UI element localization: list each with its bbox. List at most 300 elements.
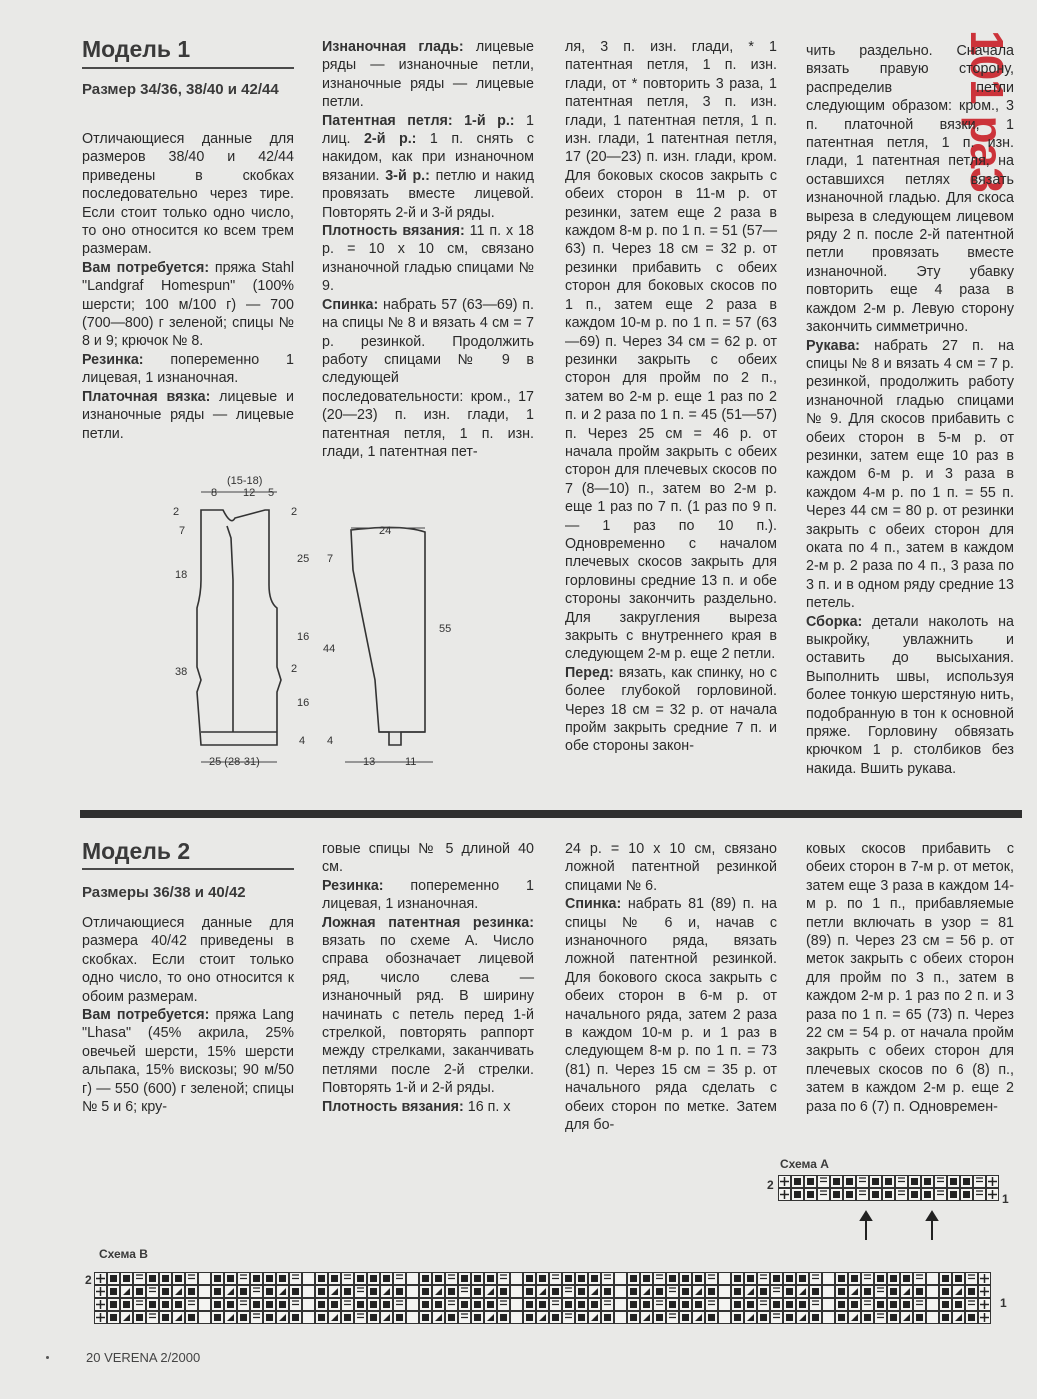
- stitch-symbol: [786, 1288, 793, 1295]
- stitch-symbol: [578, 1275, 585, 1282]
- stitch-symbol: [747, 1275, 754, 1282]
- stitch-symbol: [877, 1301, 884, 1308]
- paragraph-text: 24 р. = 10 x 10 см, связано ложной патентной резинкой спицами № 6.: [565, 841, 777, 894]
- paragraph-text: ковых скосов прибавить с обеих сторон в 7-м р. от меток, затем еще 3 раза в каждом 14-м р. по 1 п., прибавляемые петли включать в узор = 81 (89) п. Через 23 см = 56 р. от меток закрыть с обеих сторон для пройм по 3 п., затем в каждом 2-м р. 1 раз по 2 п. и 3 раза по 1 п. = 65 (73) п. Через 22 см = 54 р. от начала пройм закрыть с обеих сторон для плечевых скосов по 6 (8) п., затем в каждом 2-м р. еще 2 раза по 6 (7) п. Одновремен-: [806, 841, 1014, 1115]
- stitch-symbol: [214, 1288, 221, 1295]
- stitch-symbol: [461, 1301, 468, 1308]
- paragraph-heading: Перед:: [565, 664, 614, 681]
- stitch-symbol: [214, 1301, 221, 1308]
- stitch-symbol: [807, 1191, 814, 1198]
- paragraph-text: детали наколоть на выкройку, увлажнить и оставить до высыхания. Выполнить швы, используя более тонкую шерстяную нить, подобранную в тон к основной пряже. Горловину обвязать крючком 1 р. столбиков без накида. Вшить рукава.: [806, 613, 1014, 777]
- paragraph: [565, 895, 777, 1134]
- stitch-symbol: [292, 1314, 299, 1321]
- scheme-b-row-right: 1: [1000, 1296, 1007, 1310]
- grid-cell: [615, 1286, 627, 1298]
- stitch-symbol: [838, 1288, 845, 1295]
- paragraph-heading: 2-й р.:: [363, 131, 417, 148]
- stitch-symbol: [630, 1301, 637, 1308]
- stitch-symbol: [123, 1301, 130, 1308]
- paragraph-text: 16 п. x: [463, 1098, 511, 1115]
- sleeve-left-c: 4: [327, 735, 334, 747]
- paragraph-text: 1 лиц.: [322, 112, 534, 148]
- title-rule: [82, 868, 294, 870]
- grid-cell: [615, 1299, 627, 1311]
- body-bottom-label: 25 (28-31): [209, 756, 260, 768]
- stitch-symbol: [552, 1288, 559, 1295]
- paragraph-text: чить раздельно. Сначала вязать правую сторону, распределив петли следующим образом: кром., 3 п. платочной вязки, 1 патентная петля, 1 п. изн. глади, 1 патентная петля, на оставшихся петлях вязать изнаночной гладью. Для скоса выреза в следующем лицевом ряду 2 п. после 2-й патентной петли провязать вместе изнаночной. Эту убавку повторить еще 4 раза в каждом 2-м р. Левую сторону закончить симметрично.: [806, 43, 1014, 336]
- paragraph: [322, 222, 534, 296]
- paragraph-heading: Плотность вязания:: [322, 223, 465, 240]
- body-top-a: 8: [211, 487, 218, 499]
- stitch-symbol: [331, 1275, 338, 1282]
- stitch-symbol: [266, 1314, 273, 1321]
- paragraph-text: набрать 81 (89) п. на спицы № 6 и, начав с изнаночного ряда, вязать ложной патентной резинкой. Для бокового скоса закрыть с обеих сторон в 6-м р. от начального ряда, затем 2 раза в каждом 10-м р. и 1 раз в следующем 8-м р. по 1 п. = 73 (81) п. Через 15 см = 35 р. от начального ряда сделать с обеих сторон по метке. Затем для бо-: [565, 896, 777, 1134]
- stitch-symbol: [162, 1275, 169, 1282]
- arrow-icon: [861, 1212, 871, 1220]
- stitch-symbol: [760, 1314, 767, 1321]
- stitch-symbol: [422, 1288, 429, 1295]
- stitch-symbol: [604, 1288, 611, 1295]
- stitch-symbol: [565, 1275, 572, 1282]
- stitch-symbol: [357, 1301, 364, 1308]
- stitch-symbol: [149, 1275, 156, 1282]
- stitch-symbol: [435, 1275, 442, 1282]
- paragraph: [322, 1098, 534, 1116]
- arrow-icon: [927, 1212, 937, 1220]
- grid-cell: [199, 1312, 211, 1324]
- stitch-symbol: [669, 1275, 676, 1282]
- title-rule: [82, 67, 294, 69]
- stitch-symbol: [968, 1314, 975, 1321]
- stitch-symbol: [838, 1275, 845, 1282]
- model2-subtitle: Размеры 36/38 и 40/42: [82, 884, 246, 901]
- stitch-symbol: [578, 1314, 585, 1321]
- stitch-symbol: [370, 1301, 377, 1308]
- stitch-symbol: [175, 1275, 182, 1282]
- stitch-symbol: [916, 1314, 923, 1321]
- paragraph-heading: Резинка:: [322, 877, 384, 894]
- stitch-symbol: [344, 1314, 351, 1321]
- stitch-symbol: [630, 1288, 637, 1295]
- stitch-symbol: [682, 1275, 689, 1282]
- paragraph: [322, 112, 534, 222]
- stitch-symbol: [924, 1191, 931, 1198]
- grid-cell: [927, 1299, 939, 1311]
- stitch-symbol: [682, 1301, 689, 1308]
- stitch-symbol: [292, 1288, 299, 1295]
- body-top-c: 5: [268, 487, 275, 499]
- stitch-symbol: [924, 1178, 931, 1185]
- paragraph-heading: Патентная петля: 1-й р.:: [322, 112, 515, 129]
- stitch-symbol: [890, 1314, 897, 1321]
- stitch-symbol: [383, 1301, 390, 1308]
- sleeve-left-a: 7: [327, 553, 334, 565]
- stitch-symbol: [370, 1275, 377, 1282]
- paragraph: [82, 130, 294, 259]
- stitch-symbol: [846, 1191, 853, 1198]
- stitch-symbol: [747, 1301, 754, 1308]
- grid-cell: [927, 1286, 939, 1298]
- stitch-symbol: [786, 1314, 793, 1321]
- paragraph-heading: Вам потребуется:: [82, 259, 210, 276]
- stitch-symbol: [162, 1288, 169, 1295]
- stitch-symbol: [846, 1178, 853, 1185]
- stitch-symbol: [110, 1314, 117, 1321]
- paragraph-heading: Платочная вязка:: [82, 388, 211, 405]
- grid-cell: [199, 1273, 211, 1285]
- stitch-symbol: [903, 1275, 910, 1282]
- stitch-symbol: [188, 1314, 195, 1321]
- stitch-symbol: [266, 1275, 273, 1282]
- stitch-symbol: [963, 1191, 970, 1198]
- model1-title: Модель 1: [82, 36, 191, 62]
- stitch-symbol: [911, 1178, 918, 1185]
- scheme-a-label: Схема А: [780, 1157, 829, 1171]
- stitch-symbol: [526, 1301, 533, 1308]
- stitch-symbol: [773, 1301, 780, 1308]
- stitch-symbol: [474, 1288, 481, 1295]
- stitch-symbol: [266, 1288, 273, 1295]
- grid-cell: [927, 1273, 939, 1285]
- pattern-diagram: [165, 470, 455, 780]
- stitch-symbol: [794, 1178, 801, 1185]
- stitch-symbol: [942, 1288, 949, 1295]
- stitch-symbol: [773, 1275, 780, 1282]
- stitch-symbol: [253, 1275, 260, 1282]
- stitch-symbol: [786, 1275, 793, 1282]
- stitch-symbol: [318, 1288, 325, 1295]
- paragraph: [322, 877, 534, 914]
- paragraph-heading: Ложная патентная резинка:: [322, 914, 534, 931]
- paragraph-text: говые спицы № 5 длиной 40 см.: [322, 841, 534, 876]
- model2-col3: [565, 840, 777, 1135]
- stitch-symbol: [950, 1178, 957, 1185]
- body-top-label: (15-18): [227, 475, 263, 487]
- paragraph-text: Отличающиеся данные для размера 40/42 приведены в скобках. Если стоит только одно число, то оно относится к обоим размерам.: [82, 915, 294, 1005]
- paragraph-heading: Рукава:: [806, 337, 860, 354]
- stitch-symbol: [916, 1288, 923, 1295]
- stitch-symbol: [279, 1275, 286, 1282]
- stitch-symbol: [240, 1314, 247, 1321]
- paragraph-text: 11 п. x 18 р. = 10 x 10 см, связано изнаночной гладью спицами № 9.: [322, 223, 534, 295]
- stitch-symbol: [734, 1314, 741, 1321]
- stitch-symbol: [833, 1191, 840, 1198]
- paragraph: [82, 351, 294, 388]
- grid-cell: [719, 1299, 731, 1311]
- stitch-symbol: [110, 1301, 117, 1308]
- stitch-symbol: [422, 1301, 429, 1308]
- stitch-symbol: [942, 1301, 949, 1308]
- paragraph-text: набрать 57 (63—69) п. на спицы № 8 и вязать 4 см = 7 р. резинкой. Продолжить работу спицами № 9 в следующей последовательности: кром., 17 (20—23) п. изн. глади, 1 патентная петля, 1 п. изн. глади, 1 патентная пет-: [322, 296, 534, 460]
- stitch-symbol: [175, 1301, 182, 1308]
- body-right-a: 2: [291, 506, 298, 518]
- grid-cell: [407, 1312, 419, 1324]
- grid-cell: [511, 1299, 523, 1311]
- grid-cell: [303, 1299, 315, 1311]
- stitch-symbol: [734, 1288, 741, 1295]
- body-top-b: 12: [243, 487, 256, 499]
- model1-col3: [565, 38, 777, 756]
- stitch-symbol: [885, 1178, 892, 1185]
- model1-col2: [322, 38, 534, 461]
- scheme-a-arrows: [856, 1210, 946, 1244]
- paragraph: [565, 840, 777, 895]
- grid-cell: [511, 1286, 523, 1298]
- stitch-symbol: [630, 1275, 637, 1282]
- page-dot: [46, 1356, 49, 1359]
- paragraph-text: 1 п. снять с накидом, как при изнаночном вязании.: [322, 131, 534, 184]
- stitch-symbol: [136, 1314, 143, 1321]
- stitch-symbol: [552, 1314, 559, 1321]
- model2-col4: [806, 840, 1014, 1116]
- stitch-symbol: [656, 1288, 663, 1295]
- paragraph-text: петлю и накид провязать вместе лицевой. Повторять 2-й и 3-й ряды.: [322, 167, 534, 221]
- paragraph-text: Отличающиеся данные для размеров 38/40 и 42/44 приведены в скобках последовательно через тире. Если стоит только одно число, то оно относится ко всем трем размерам.: [82, 131, 294, 258]
- stitch-symbol: [331, 1301, 338, 1308]
- body-left-d: 38: [175, 666, 188, 678]
- stitch-symbol: [526, 1275, 533, 1282]
- paragraph: [806, 840, 1014, 1116]
- stitch-symbol: [942, 1314, 949, 1321]
- body-right-d: 2: [291, 663, 298, 675]
- stitch-symbol: [149, 1301, 156, 1308]
- paragraph-text: попеременно 1 лицевая, 1 изнаночная.: [322, 877, 534, 913]
- body-right-b: 25: [297, 553, 310, 565]
- stitch-symbol: [872, 1178, 879, 1185]
- stitch-symbol: [877, 1275, 884, 1282]
- stitch-symbol: [942, 1275, 949, 1282]
- stitch-symbol: [227, 1301, 234, 1308]
- model1-col1: [82, 130, 294, 443]
- paragraph: [806, 337, 1014, 613]
- stitch-symbol: [227, 1275, 234, 1282]
- paragraph-text: лицевые ряды — изнаночные петли, изнаночные ряды — лицевые петли.: [322, 39, 534, 111]
- stitch-symbol: [833, 1178, 840, 1185]
- body-left-b: 7: [179, 525, 186, 537]
- paragraph-text: лицевые и изнаночные ряды — лицевые петли.: [82, 388, 294, 442]
- stitch-symbol: [214, 1275, 221, 1282]
- paragraph: [82, 259, 294, 351]
- paragraph-heading: Плотность вязания:: [322, 1098, 464, 1115]
- sleeve-bottom-a: 13: [363, 756, 376, 768]
- paragraph-text: вязать, как спинку, но с более глубокой горловиной. Через 18 см = 32 р. от начала пройм закрыть средние 7 п. и обе стороны закон-: [565, 664, 777, 755]
- stitch-symbol: [578, 1288, 585, 1295]
- grid-cell: [199, 1299, 211, 1311]
- paragraph-text: набрать 27 п. на спицы № 8 и вязать 4 см = 7 р. резинкой, продолжить работу изнаночной гладью спицами № 9. Для скосов прибавить с обеих сторон в 5-м р. от резинки, затем еще 10 раз в каждом 6-м р. и 3 раза в каждом 4-м р. по 1 п. = 55 п. Через 44 см = 80 р. от резинки закрыть с обеих сторон для оката по 4 п., затем в каждом 2-м р. 2 раза по 4 п., 3 раза по 3 п. и в одном ряду средние 13 петель.: [806, 337, 1014, 612]
- paragraph: [806, 42, 1014, 337]
- stitch-symbol: [591, 1301, 598, 1308]
- stitch-symbol: [812, 1288, 819, 1295]
- stitch-symbol: [240, 1288, 247, 1295]
- stitch-symbol: [760, 1288, 767, 1295]
- paragraph: [322, 38, 534, 112]
- stitch-symbol: [630, 1314, 637, 1321]
- stitch-symbol: [266, 1301, 273, 1308]
- model2-col2: [322, 840, 534, 1116]
- stitch-symbol: [474, 1314, 481, 1321]
- body-right-c: 16: [297, 631, 310, 643]
- stitch-symbol: [448, 1314, 455, 1321]
- stitch-symbol: [669, 1301, 676, 1308]
- stitch-symbol: [708, 1288, 715, 1295]
- scheme-a-row-right: 1: [1002, 1192, 1009, 1206]
- sleeve-bottom-b: 11: [405, 756, 417, 768]
- stitch-symbol: [851, 1301, 858, 1308]
- grid-cell: [615, 1312, 627, 1324]
- paragraph: [322, 840, 534, 877]
- scheme-a-grid: [778, 1175, 1000, 1211]
- paragraph-text: попеременно 1 лицевая, 1 изнаночная.: [82, 351, 294, 387]
- stitch-symbol: [911, 1191, 918, 1198]
- stitch-symbol: [734, 1301, 741, 1308]
- stitch-symbol: [807, 1178, 814, 1185]
- stitch-symbol: [851, 1275, 858, 1282]
- paragraph-text: ля, 3 п. изн. глади, * 1 патентная петля, 1 п. изн. глади, от * повторить 3 раза, 1 патентная петля, 3 п. изн. глади, 1 патентная петля, 1 п. изн. глади, 1 патентная петля, 17 (20—23) п. изн. глади, кром. Для боковых скосов закрыть с обеих сторон в 11-м р. от резинки, затем еще 2 раза в каждом 8-м р. по 1 п. = 51 (57—63) п. Через 18 см = 32 р. от резинки прибавить с обеих сторон для боковых скосов по 1 п., затем еще 2 раза в каждом 10-м р. по 1 п. = 57 (63—69) п. Через 34 см = 62 р. от резинки закрыть с обеих сторон для пройм по 2 п., затем во 2-м р. еще 1 раз по 2 п. и 2 раза по 1 п. = 45 (51—57) п. Через 25 см = 46 р. от начала пройм закрыть с обеих сторон для плечевых скосов по 7 (8—10) п., затем во 2-м р. еще 1 раз по 7 п. (1 раз по 9 п. — 1 раз по 10 п.). Одновременно с началом плечевых скосов закрыть для горловины средние 13 п. и обе стороны закончить раздельно. Для закругления выреза закрыть с внутреннего края в следующем 2-м р. еще 2 петли.: [565, 39, 777, 663]
- grid-cell: [407, 1286, 419, 1298]
- stitch-symbol: [357, 1275, 364, 1282]
- paragraph: [82, 914, 294, 1006]
- stitch-symbol: [872, 1191, 879, 1198]
- stitch-symbol: [656, 1314, 663, 1321]
- stitch-symbol: [968, 1288, 975, 1295]
- stitch-symbol: [838, 1301, 845, 1308]
- paragraph-heading: 3-й р.:: [385, 167, 430, 184]
- stitch-symbol: [695, 1275, 702, 1282]
- grid-cell: [719, 1273, 731, 1285]
- stitch-symbol: [708, 1314, 715, 1321]
- stitch-symbol: [474, 1275, 481, 1282]
- grid-cell: [199, 1286, 211, 1298]
- grid-cell: [407, 1273, 419, 1285]
- sleeve-top-label: 24: [379, 525, 392, 537]
- page-footer: 20 VERENA 2/2000: [86, 1350, 201, 1365]
- stitch-symbol: [110, 1288, 117, 1295]
- grid-cell: [719, 1312, 731, 1324]
- stitch-symbol: [500, 1288, 507, 1295]
- stitch-symbol: [162, 1301, 169, 1308]
- stitch-symbol: [604, 1314, 611, 1321]
- stitch-symbol: [253, 1301, 260, 1308]
- stitch-symbol: [279, 1301, 286, 1308]
- stitch-symbol: [955, 1275, 962, 1282]
- stitch-symbol: [370, 1288, 377, 1295]
- stitch-symbol: [110, 1275, 117, 1282]
- body-left-a: 2: [173, 506, 180, 518]
- model1-col4: [806, 42, 1014, 778]
- scheme-b-label: Схема В: [99, 1247, 148, 1261]
- body-outline: [197, 510, 281, 745]
- stitch-symbol: [318, 1301, 325, 1308]
- stitch-symbol: [487, 1301, 494, 1308]
- stamp: 101 pa3: [961, 30, 1013, 192]
- stitch-symbol: [500, 1314, 507, 1321]
- stitch-symbol: [695, 1301, 702, 1308]
- paragraph-text: вязать по схеме А. Число справа обозначает лицевой ряд, число слева — изнаночный ряд. В ширину начинать с петель перед 1-й стрелкой, повторять раппорт между стрелками, заканчивать петлями после 2-й стрелки. Повторять 1-й и 2-й ряды.: [322, 933, 534, 1097]
- stitch-symbol: [786, 1301, 793, 1308]
- stitch-symbol: [526, 1288, 533, 1295]
- stitch-symbol: [950, 1191, 957, 1198]
- grid-cell: [303, 1286, 315, 1298]
- stitch-symbol: [890, 1275, 897, 1282]
- grid-cell: [823, 1312, 835, 1324]
- stitch-symbol: [188, 1288, 195, 1295]
- stitch-symbol: [578, 1301, 585, 1308]
- stitch-symbol: [643, 1301, 650, 1308]
- stitch-symbol: [682, 1314, 689, 1321]
- neckline-line: [227, 526, 233, 732]
- paragraph-heading: Резинка:: [82, 351, 144, 368]
- stitch-symbol: [539, 1275, 546, 1282]
- stitch-symbol: [123, 1275, 130, 1282]
- stitch-symbol: [136, 1288, 143, 1295]
- paragraph: [565, 664, 777, 756]
- section-divider: [80, 810, 1022, 818]
- paragraph-heading: Вам потребуется:: [82, 1007, 210, 1024]
- stitch-symbol: [318, 1275, 325, 1282]
- stitch-symbol: [370, 1314, 377, 1321]
- stitch-symbol: [383, 1275, 390, 1282]
- grid-cell: [719, 1286, 731, 1298]
- stitch-symbol: [963, 1178, 970, 1185]
- grid-cell: [407, 1299, 419, 1311]
- paragraph-text: пряжа Stahl "Landgraf Homespun" (100% шерсти; 100 м/100 г) — 700 (700—800) г зеленой; спицы № 8 и 9; крючок № 8.: [82, 259, 294, 350]
- stitch-symbol: [539, 1301, 546, 1308]
- paragraph: [322, 914, 534, 1098]
- stitch-symbol: [448, 1288, 455, 1295]
- paragraph-text: пряжа Lang "Lhasa" (45% акрила, 25% овечьей шерсти, 15% шерсти альпака, 15% вискозы; 90 м/50 г) — 550 (600) г зеленой; спицы № 5 и 6; кру-: [82, 1007, 294, 1116]
- stitch-symbol: [864, 1288, 871, 1295]
- stitch-symbol: [318, 1314, 325, 1321]
- model1-subtitle: Размер 34/36, 38/40 и 42/44: [82, 81, 279, 98]
- stitch-symbol: [890, 1288, 897, 1295]
- paragraph: [82, 388, 294, 443]
- stitch-symbol: [799, 1275, 806, 1282]
- scheme-b-grid: [94, 1272, 999, 1330]
- model2-col1: [82, 914, 294, 1116]
- stitch-symbol: [799, 1301, 806, 1308]
- paragraph: [565, 38, 777, 664]
- stitch-symbol: [422, 1314, 429, 1321]
- paragraph-heading: Спинка:: [565, 896, 622, 913]
- scheme-b-row-left: 2: [85, 1273, 92, 1287]
- stitch-symbol: [903, 1301, 910, 1308]
- grid-cell: [823, 1273, 835, 1285]
- stitch-symbol: [591, 1275, 598, 1282]
- stitch-symbol: [734, 1275, 741, 1282]
- stitch-symbol: [794, 1191, 801, 1198]
- stitch-symbol: [487, 1275, 494, 1282]
- body-left-c: 18: [175, 569, 188, 581]
- sleeve-left-b: 44: [323, 643, 336, 655]
- stitch-symbol: [812, 1314, 819, 1321]
- paragraph: [322, 296, 534, 462]
- stitch-symbol: [682, 1288, 689, 1295]
- grid-cell: [511, 1312, 523, 1324]
- paragraph-heading: Изнаночная гладь:: [322, 39, 464, 55]
- stitch-symbol: [396, 1314, 403, 1321]
- stitch-symbol: [526, 1314, 533, 1321]
- grid-cell: [615, 1273, 627, 1285]
- body-right-f: 4: [299, 735, 306, 747]
- stitch-symbol: [565, 1301, 572, 1308]
- sleeve-right-label: 55: [439, 623, 452, 635]
- stitch-symbol: [162, 1314, 169, 1321]
- stitch-symbol: [461, 1275, 468, 1282]
- grid-cell: [303, 1312, 315, 1324]
- paragraph: [82, 1006, 294, 1116]
- stitch-symbol: [214, 1314, 221, 1321]
- stitch-symbol: [955, 1301, 962, 1308]
